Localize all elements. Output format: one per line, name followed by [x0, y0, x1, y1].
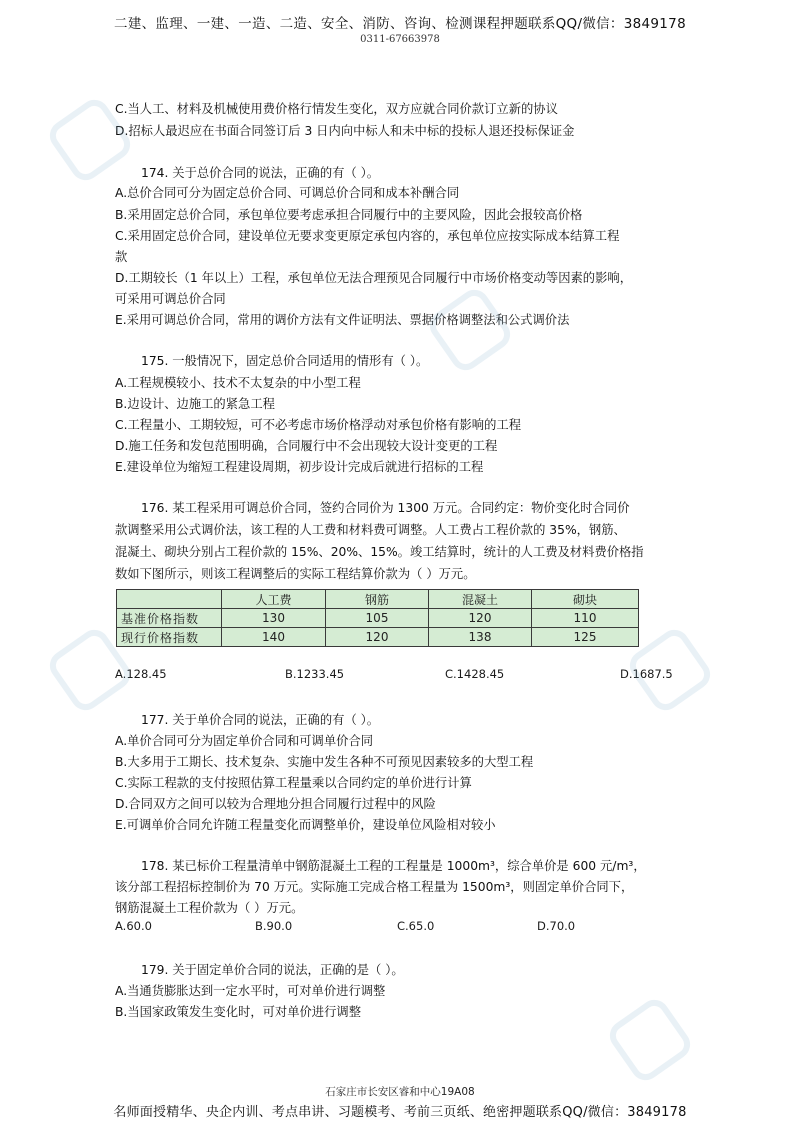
- question-178-line2: 该分部工程招标控制价为 70 万元。实际施工完成合格工程量为 1500m³，则固定单价合同下，: [115, 880, 634, 894]
- table-cell: 120: [326, 628, 429, 647]
- table-header-row: [117, 590, 639, 609]
- q177-option-a: A.单价合同可分为固定单价合同和可调单价合同: [115, 734, 374, 748]
- q174-option-b: B.采用固定总价合同，承包单位要考虑承担合同履行中的主要风险，因此会报较高价格: [115, 208, 583, 222]
- q174-option-e: E.采用可调总价合同，常用的调价方法有文件证明法、票据价格调整法和公式调价法: [115, 313, 570, 327]
- q176-options: [115, 667, 675, 685]
- q178-option-b: B.90.0: [255, 919, 293, 933]
- q174-option-d-cont: 可采用可调总价合同: [115, 292, 226, 306]
- q175-option-e: E.建设单位为缩短工程建设周期，初步设计完成后就进行招标的工程: [115, 460, 484, 474]
- table-header-cell: 人工费: [222, 590, 326, 609]
- option-c-prev: C.当人工、材料及机械使用费价格行情发生变化，双方应就合同价款订立新的协议: [115, 102, 558, 116]
- q179-option-a: A.当通货膨胀达到一定水平时，可对单价进行调整: [115, 984, 386, 998]
- table-cell: 140: [222, 628, 326, 647]
- q174-option-d: D.工期较长（1 年以上）工程，承包单位无法合理预见合同履行中市场价格变动等因素的影响，: [115, 271, 632, 285]
- question-174-title: 174. 关于总价合同的说法，正确的有（ ）。: [141, 166, 380, 180]
- q175-option-b: B.边设计、边施工的紧急工程: [115, 397, 275, 411]
- row-label: 现行价格指数: [117, 628, 222, 647]
- q175-option-a: A.工程规模较小、技术不太复杂的中小型工程: [115, 376, 361, 390]
- q174-option-c-cont: 款: [115, 250, 128, 264]
- table-cell: 105: [326, 609, 429, 628]
- table-header-cell: 混凝土: [429, 590, 532, 609]
- footer-address: 石家庄市长安区睿和中心19A08: [325, 1086, 475, 1098]
- question-178-line1: 178. 某已标价工程量清单中钢筋混凝土工程的工程量是 1000m³，综合单价是 600 元/m³，: [141, 859, 646, 873]
- q176-option-c: C.1428.45: [445, 667, 505, 681]
- table-row: [117, 609, 639, 628]
- table-cell: 125: [532, 628, 639, 647]
- q175-option-c: C.工程量小、工期较短，可不必考虑市场价格浮动对承包价格有影响的工程: [115, 418, 521, 432]
- footer-ad: 名师面授精华、央企内训、考点串讲、习题模考、考前三页纸、绝密押题联系QQ/微信：3849178: [113, 1105, 687, 1120]
- q176-option-d: D.1687.5: [620, 667, 673, 681]
- q178-options: [115, 919, 675, 937]
- q179-option-b: B.当国家政策发生变化时，可对单价进行调整: [115, 1005, 361, 1019]
- q178-option-a: A.60.0: [115, 919, 152, 933]
- table-cell: 130: [222, 609, 326, 628]
- q177-option-b: B.大多用于工期长、技术复杂、实施中发生各种不可预见因素较多的大型工程: [115, 755, 534, 769]
- header-title: 二建、监理、一建、一造、二造、安全、消防、咨询、检测课程押题联系QQ/微信：3849178: [114, 16, 686, 32]
- q175-option-d: D.施工任务和发包范围明确，合同履行中不会出现较大设计变更的工程: [115, 439, 498, 453]
- table-row: [117, 628, 639, 647]
- question-179-title: 179. 关于固定单价合同的说法，正确的是（ ）。: [141, 963, 404, 977]
- table-header-cell: [117, 590, 222, 609]
- price-index-table: [116, 589, 639, 647]
- q177-option-c: C.实际工程款的支付按照估算工程量乘以合同约定的单价进行计算: [115, 776, 472, 790]
- table-header-cell: 钢筋: [326, 590, 429, 609]
- question-178-line3: 钢筋混凝土工程价款为（ ）万元。: [115, 901, 304, 915]
- q176-option-b: B.1233.45: [285, 667, 345, 681]
- question-176-line1: 176. 某工程采用可调总价合同，签约合同价为 1300 万元。合同约定：物价变化时合同价: [141, 501, 630, 515]
- table-header-cell: 砌块: [532, 590, 639, 609]
- q178-option-d: D.70.0: [537, 919, 576, 933]
- table-cell: 120: [429, 609, 532, 628]
- question-176-line3: 混凝土、砌块分别占工程价款的 15%、20%、15%。竣工结算时，统计的人工费及材料费价格指: [115, 545, 644, 559]
- q176-option-a: A.128.45: [115, 667, 167, 681]
- option-d-prev: D.招标人最迟应在书面合同签订后 3 日内向中标人和未中标的投标人退还投标保证金: [115, 124, 575, 138]
- question-175-title: 175. 一般情况下，固定总价合同适用的情形有（ ）。: [141, 354, 429, 368]
- question-176-line4: 数如下图所示，则该工程调整后的实际工程结算价款为（ ）万元。: [115, 567, 476, 581]
- table-cell: 110: [532, 609, 639, 628]
- q174-option-c: C.采用固定总价合同，建设单位无要求变更原定承包内容的，承包单位应按实际成本结算工程: [115, 229, 620, 243]
- question-176-line2: 款调整采用公式调价法，该工程的人工费和材料费可调整。人工费占工程价款的 35%，钢筋、: [115, 523, 626, 537]
- q177-option-e: E.可调单价合同允许随工程量变化而调整单价，建设单位风险相对较小: [115, 818, 496, 832]
- table-cell: 138: [429, 628, 532, 647]
- header-phone: 0311-67663978: [360, 34, 440, 45]
- row-label: 基准价格指数: [117, 609, 222, 628]
- q177-option-d: D.合同双方之间可以较为合理地分担合同履行过程中的风险: [115, 797, 436, 811]
- q174-option-a: A.总价合同可分为固定总价合同、可调总价合同和成本补酬合同: [115, 186, 460, 200]
- question-177-title: 177. 关于单价合同的说法，正确的有（ ）。: [141, 713, 380, 727]
- q178-option-c: C.65.0: [397, 919, 435, 933]
